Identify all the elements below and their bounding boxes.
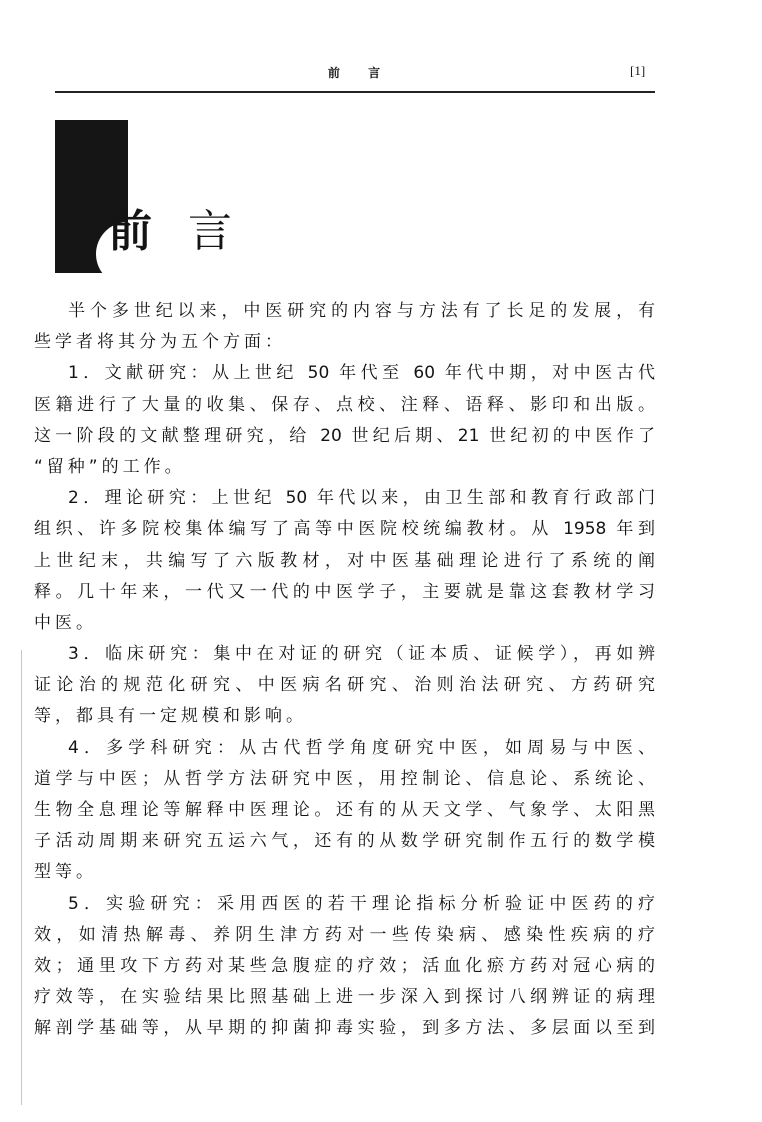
- text-line: 3．临床研究：集中在对证的研究（证本质、证候学），再如辨: [68, 644, 655, 665]
- text-line: 上世纪末，共编写了六版教材，对中医基础理论进行了系统的阐: [34, 550, 655, 571]
- text-line: 生物全息理论等解释中医理论。还有的从天文学、气象学、太阳黑: [34, 800, 655, 820]
- text-line: 半个多世纪以来，中医研究的内容与方法有了长足的发展，有: [68, 301, 655, 321]
- text-line: 道学与中医；从哲学方法研究中医，用控制论、信息论、系统论、: [34, 768, 655, 789]
- text-line: 4．多学科研究：从古代哲学角度研究中医，如周易与中医、: [68, 737, 655, 758]
- text-line: 释。几十年来，一代又一代的中医学子，主要就是靠这套教材学习: [34, 581, 655, 602]
- chapter-title-char-2: 言: [188, 206, 232, 257]
- text-line: 这一阶段的文献整理研究，给 20 世纪后期、21 世纪初的中医作了: [34, 425, 655, 446]
- paragraph: [34, 358, 655, 483]
- running-header-title: 前 言: [327, 66, 393, 80]
- left-margin-line: [21, 650, 22, 1105]
- text-line: “留种”的工作。: [34, 456, 186, 477]
- text-line: 等，都具有一定规模和影响。: [34, 706, 307, 727]
- text-line: 些学者将其分为五个方面：: [34, 332, 286, 353]
- text-line: 中医。: [34, 612, 97, 633]
- paragraph: [34, 733, 655, 889]
- header-rule: [55, 91, 655, 93]
- text-line: 子活动周期来研究五运六气，还有的从数学研究制作五行的数学模: [34, 831, 655, 852]
- text-line: 医籍进行了大量的收集、保存、点校、注释、语释、影印和出版。: [34, 394, 655, 415]
- text-line: 组织、许多院校集体编写了高等中医院校统编教材。从 1958 年到: [34, 519, 655, 540]
- body-text: [34, 296, 655, 1045]
- paragraph: [34, 639, 655, 733]
- paragraph: [34, 296, 655, 358]
- text-line: 1．文献研究：从上世纪 50 年代至 60 年代中期，对中医古代: [68, 363, 655, 384]
- page-number: [1]: [630, 63, 646, 78]
- text-line: 效；通里攻下方药对某些急腹症的疗效；活血化瘀方药对冠心病的: [34, 955, 655, 976]
- paragraph: [34, 889, 655, 1045]
- paragraph: [34, 483, 655, 639]
- text-line: 解剖学基础等，从早期的抑菌抑毒实验，到多方法、多层面以至到: [34, 1018, 655, 1039]
- chapter-title-char-1: 前: [108, 206, 152, 257]
- text-line: 型等。: [34, 862, 97, 883]
- text-line: 效，如清热解毒、养阴生津方药对一些传染病、感染性疾病的疗: [34, 924, 655, 945]
- text-line: 5．实验研究：采用西医的若干理论指标分析验证中医药的疗: [68, 893, 655, 914]
- chapter-title: [108, 206, 232, 258]
- text-line: 疗效等，在实验结果比照基础上进一步深入到探讨八纲辨证的病理: [34, 987, 655, 1008]
- text-line: 2．理论研究：上世纪 50 年代以来，由卫生部和教育行政部门: [68, 488, 655, 509]
- text-line: 证论治的规范化研究、中医病名研究、治则治法研究、方药研究: [34, 675, 655, 696]
